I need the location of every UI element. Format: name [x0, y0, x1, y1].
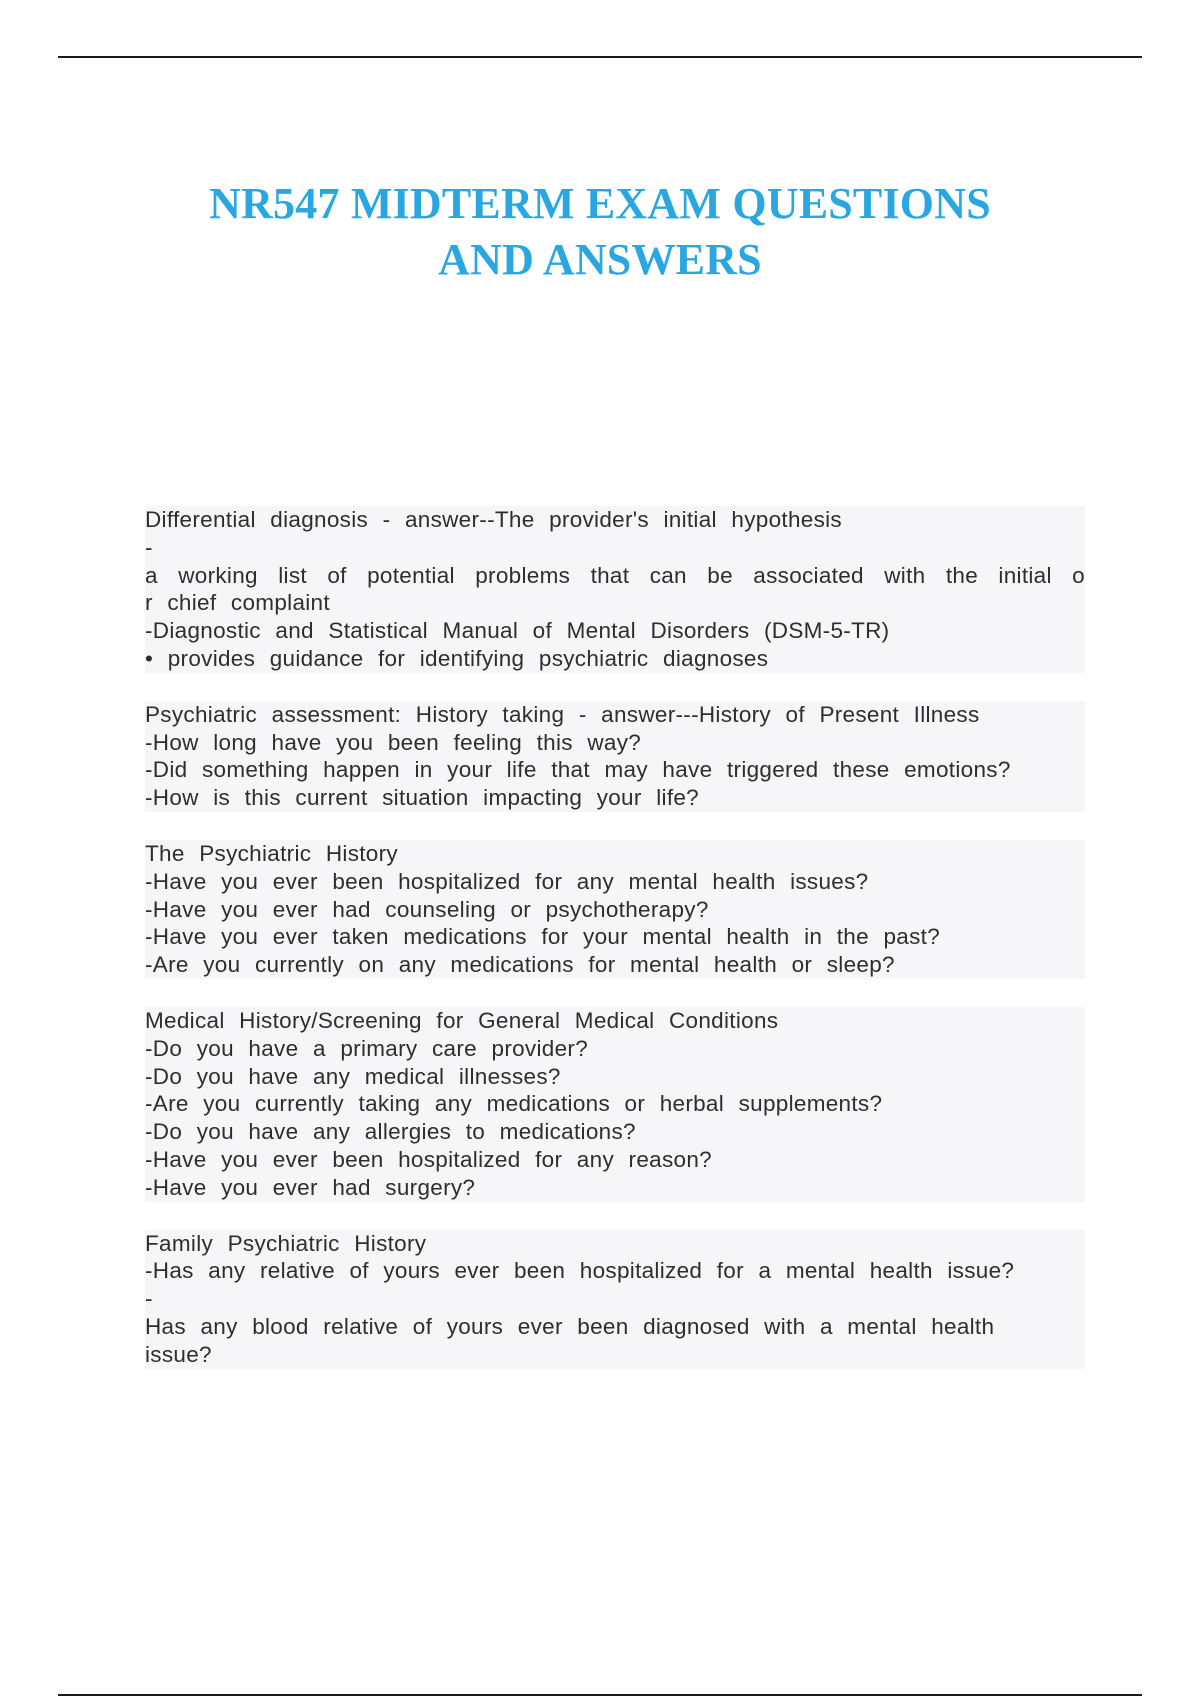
- question-line: The Psychiatric History: [145, 840, 1085, 868]
- text-line: r chief complaint: [145, 589, 1085, 617]
- question-line: Medical History/Screening for General Medical Conditions: [145, 1007, 1085, 1035]
- text-line: -How long have you been feeling this way?: [145, 729, 1085, 757]
- text-line: -Did something happen in your life that may have triggered these emotions?: [145, 756, 1085, 784]
- text-line: -Do you have a primary care provider?: [145, 1035, 1085, 1063]
- text-line: -: [145, 1285, 1085, 1313]
- title-line-2: AND ANSWERS: [438, 235, 762, 284]
- text-line: -Do you have any allergies to medications?: [145, 1118, 1085, 1146]
- bottom-rule: [58, 1694, 1142, 1696]
- qa-block-medical-history: [145, 1007, 1085, 1202]
- text-line: -Have you ever had surgery?: [145, 1174, 1085, 1202]
- text-line: -Are you currently taking any medications or herbal supplements?: [145, 1090, 1085, 1118]
- text-line: -Have you ever been hospitalized for any mental health issues?: [145, 868, 1085, 896]
- document-title: [0, 176, 1200, 288]
- text-line: -Have you ever been hospitalized for any reason?: [145, 1146, 1085, 1174]
- qa-block-family-psychiatric-history: [145, 1230, 1085, 1369]
- title-line-1: NR547 MIDTERM EXAM QUESTIONS: [209, 179, 991, 228]
- text-line: -Diagnostic and Statistical Manual of Mental Disorders (DSM-5-TR): [145, 617, 1085, 645]
- question-line: Family Psychiatric History: [145, 1230, 1085, 1258]
- document-body: [145, 506, 1085, 1397]
- text-line: issue?: [145, 1341, 1085, 1369]
- qa-block-psychiatric-history: [145, 840, 1085, 979]
- text-line: -Are you currently on any medications for mental health or sleep?: [145, 951, 1085, 979]
- qa-block-history-taking: [145, 701, 1085, 812]
- question-line: Psychiatric assessment: History taking - answer---History of Present Illness: [145, 701, 1085, 729]
- question-line: Differential diagnosis - answer--The provider's initial hypothesis: [145, 506, 1085, 534]
- text-line: -Have you ever taken medications for your mental health in the past?: [145, 923, 1085, 951]
- text-line: a working list of potential problems that can be associated with the initial o: [145, 562, 1085, 588]
- text-line: -Has any relative of yours ever been hospitalized for a mental health issue?: [145, 1257, 1085, 1285]
- text-line: • provides guidance for identifying psychiatric diagnoses: [145, 645, 1085, 673]
- text-line: -Do you have any medical illnesses?: [145, 1063, 1085, 1091]
- text-line: Has any blood relative of yours ever been diagnosed with a mental health: [145, 1313, 1085, 1341]
- text-line: -How is this current situation impacting your life?: [145, 784, 1085, 812]
- text-line: -: [145, 534, 1085, 562]
- qa-block-differential-diagnosis: [145, 506, 1085, 673]
- top-rule: [58, 56, 1142, 58]
- text-line: -Have you ever had counseling or psychotherapy?: [145, 896, 1085, 924]
